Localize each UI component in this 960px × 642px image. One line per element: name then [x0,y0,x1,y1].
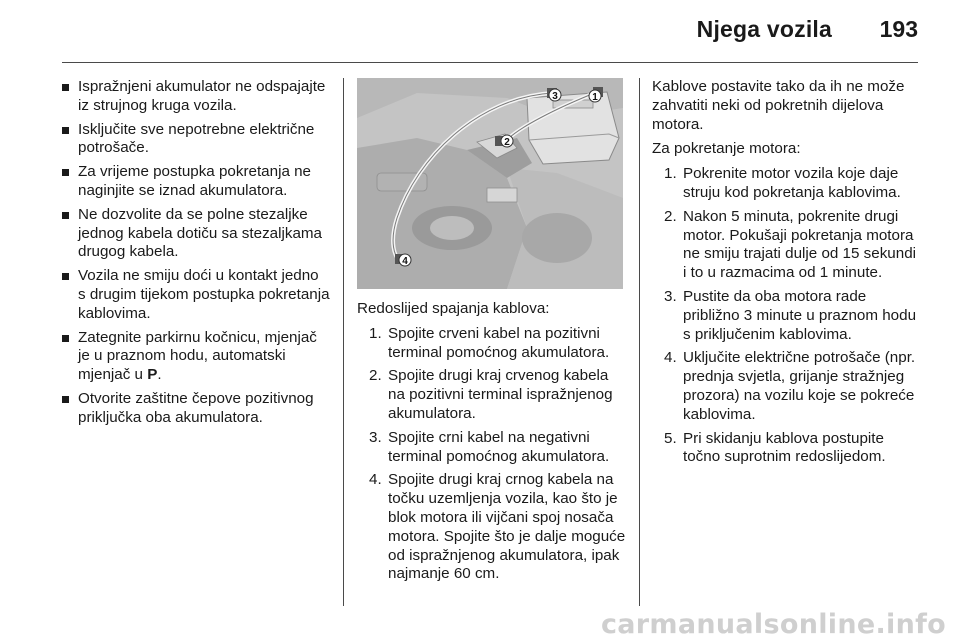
step-text: Pokrenite motor vozila koje daje struju kod pokretanja kablovima. [683,165,901,201]
step-number: 1. [664,165,677,183]
starting-subhead: Za pokretanje motora: [652,140,801,158]
column-warnings [62,78,330,433]
starting-step [652,165,922,203]
connection-intro: Redoslijed spajanja kablova: [357,300,550,317]
column-divider-left [343,78,344,606]
callout-label-1: 1 [592,92,598,103]
step-text: Spojite crni kabel na negativni terminal pomoćnog akumulatora. [388,428,610,465]
warning-item [62,329,330,385]
column-divider-right [639,78,640,606]
step-text: Nakon 5 minuta, pokrenite drugi motor. Pokušaji pokretanja motora ne smiju trajati dulje od 15 sekundi i to u razmacima od 1 minute. [683,207,917,282]
step-text: Spojite drugi kraj crvenog kabela na pozitivni terminal ispražnjenog akumulatora. [388,367,613,422]
warning-text: Otvorite zaštitne čepove pozitivnog priključka oba akumulatora. [78,389,314,426]
step-number: 3. [369,428,382,446]
starting-step [652,288,922,344]
column-connection-order [357,300,627,589]
connection-steps [357,325,627,584]
step-number: 2. [664,207,677,225]
warning-item [62,163,330,201]
step-number: 1. [369,324,382,342]
running-header-title: Njega vozila [696,16,832,42]
warning-item [62,206,330,262]
step-number: 4. [664,349,677,367]
sentence-end: . [157,366,162,384]
step-text: Pri skidanju kablova postupite točno suprotnim redoslijedom. [683,429,886,466]
warning-list [62,78,330,428]
step-number: 3. [664,287,677,305]
step-text: Spojite crveni kabel na pozitivni terminal pomoćnog akumulatora. [388,324,610,361]
gear-position-p: P [147,366,158,384]
warning-text: Ne dozvolite da se polne stezaljke jednog kabela dotiču sa stezaljkama drugog kabela. [78,205,322,261]
watermark: carmanualsonline.info [600,609,946,640]
connection-step [357,429,627,467]
step-text: Uključite električne potrošače (npr. prednja svjetla, grijanje stražnjeg prozora) na vozilu koje se pokreće kablovima. [683,349,916,423]
callout-label-2: 2 [504,137,510,148]
warning-item [62,121,330,159]
starting-step [652,430,922,468]
step-number: 2. [369,367,382,385]
step-number: 5. [664,429,677,447]
step-text: Spojite drugi kraj crnog kabela na točku uzemljenja vozila, kao što je blok motora ili vijčani spoj nosača motora. Spojite što je dalje moguće od ispražnjenog akumulatora, ipak najmanje 60 cm. [388,471,626,583]
connection-step [357,367,627,423]
warning-text: Za vrijeme postupka pokretanja ne naginjite se iznad akumulatora. [78,163,312,199]
engine-bay-drawing [357,78,623,289]
column-starting [652,78,922,472]
connection-step [357,471,627,584]
warning-text: Vozila ne smiju doći u kontakt jedno s drugim tijekom postupka pokretanja kablovima. [78,267,330,322]
warning-item [62,390,330,428]
warning-text: Zategnite parkirnu kočnicu, mjenjač je u praznom hodu, automatski mjenjač u [78,328,317,384]
starting-steps [652,165,922,467]
header-rule [62,62,918,63]
warning-text: Ispražnjeni akumulator ne odspajajte iz strujnog kruga vozila. [78,78,326,114]
jump-start-illustration [357,78,623,289]
warning-item [62,267,330,323]
connection-step [357,325,627,363]
warning-item [62,78,330,116]
cable-routing-note: Kablove postavite tako da ih ne može zahvatiti neki od pokretnih dijelova motora. [652,78,905,133]
page-number: 193 [879,16,918,42]
callout-label-3: 3 [552,91,558,102]
step-text: Pustite da oba motora rade približno 3 minute u praznom hodu s priključenim kablovima. [683,287,917,343]
step-number: 4. [369,471,382,489]
starting-step [652,349,922,424]
warning-text: Isključite sve nepotrebne električne potrošače. [78,120,315,157]
starting-step [652,208,922,283]
callout-label-4: 4 [402,256,408,267]
